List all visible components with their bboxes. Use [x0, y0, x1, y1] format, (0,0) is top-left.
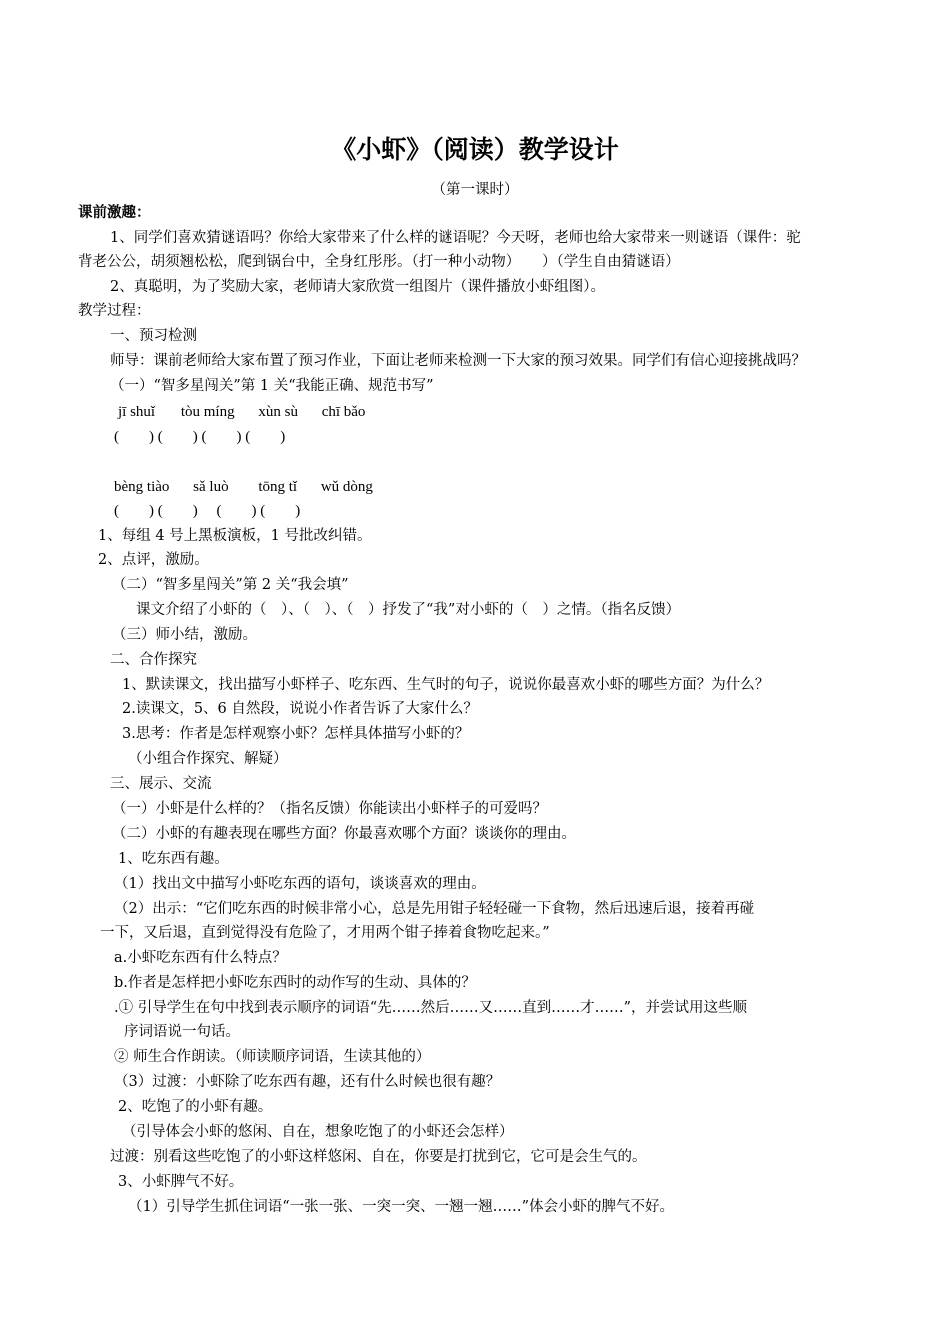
pinyin-item: chī bǎo — [321, 404, 366, 420]
paragraph-line: （1）找出文中描写小虾吃东西的语句，谈谈喜欢的理由。 — [114, 876, 486, 892]
paragraph-line: 3.思考：作者是怎样观察小虾？怎样具体描写小虾的？ — [122, 726, 470, 742]
pinyin-item: wǔ dòng — [320, 479, 373, 495]
paragraph-line: 课文介绍了小虾的（ ）、（ ）、（ ）抒发了“我”对小虾的（ ）之情。（指名反馈） — [136, 602, 681, 618]
paragraph-line: 2、吃饱了的小虾有趣。 — [118, 1099, 273, 1115]
document-title: 《小虾》（阅读）教学设计 — [331, 135, 619, 164]
paragraph-line: 2、点评，激励。 — [98, 552, 209, 568]
section-heading-intro: 课前激趣： — [78, 204, 151, 221]
paragraph-line: （3）过渡：小虾除了吃东西有趣，还有什么时候也很有趣？ — [114, 1074, 501, 1090]
paragraph-line: 2、真聪明，为了奖励大家，老师请大家欣赏一组图片（课件播放小虾组图）。 — [110, 279, 605, 295]
paragraph-line: （2）出示：“它们吃东西的时候非常小心，总是先用钳子轻轻碰一下食物，然后迅速后退，接着再碰 — [114, 901, 755, 917]
paragraph-line: 师导：课前老师给大家布置了预习作业，下面让老师来检测一下大家的预习效果。同学们有信心迎接挑战吗？ — [110, 353, 806, 369]
subsection-heading: （一）“智多星闯关”第 1 关“我能正确、规范书写” — [110, 378, 434, 394]
subsection-heading: （二）“智多星闯关”第 2 关“我会填” — [112, 577, 349, 593]
paragraph-line: 1、吃东西有趣。 — [118, 851, 229, 867]
paragraph-line: 一下，又后退，直到觉得没有危险了，才用两个钳子捧着食物吃起来。” — [100, 925, 550, 941]
paragraph-line: （引导体会小虾的悠闲、自在，想象吃饱了的小虾还会怎样） — [122, 1124, 514, 1140]
pinyin-item: sǎ luò — [193, 479, 229, 495]
section-heading: 三、展示、交流 — [110, 776, 212, 792]
paragraph-line: （1）引导学生抓住词语“一张一张、一突一突、一翘一翘……”体会小虾的脾气不好。 — [128, 1199, 675, 1215]
paragraph-line: 过渡：别看这些吃饱了的小虾这样悠闲、自在，你要是打扰到它，它可是会生气的。 — [110, 1149, 647, 1165]
paragraph-line: （小组合作探究、解疑） — [128, 751, 288, 767]
pinyin-item: xùn sù — [258, 404, 298, 420]
pinyin-row-1 — [118, 402, 365, 422]
pinyin-item: tōng tǐ — [258, 479, 298, 495]
pinyin-item: jī shuǐ — [118, 404, 156, 420]
paragraph-line: 1、每组 4 号上黑板演板，1 号批改纠错。 — [98, 528, 372, 544]
pinyin-item: tòu míng — [180, 404, 235, 420]
pinyin-row-2 — [114, 477, 373, 497]
paragraph-line: 1、同学们喜欢猜谜语吗？你给大家带来了什么样的谜语呢？今天呀，老师也给大家带来一则谜语（课件：驼 — [110, 230, 801, 246]
paragraph-line: （一）小虾是什么样的？（指名反馈）你能读出小虾样子的可爱吗？ — [112, 801, 547, 817]
blank-parens-row-2: ( ) ( ) ( ) ( ) — [114, 503, 301, 519]
paragraph-line: 背老公公，胡须翘松松，爬到锅台中，全身红彤彤。（打一种小动物） ）（学生自由猜谜语） — [78, 254, 680, 270]
paragraph-line: （二）小虾的有趣表现在哪些方面？你最喜欢哪个方面？谈谈你的理由。 — [112, 826, 576, 842]
paragraph-line: 2.读课文，5、6 自然段，说说小作者告诉了大家什么？ — [122, 701, 478, 717]
subsection-heading: （三）师小结，激励。 — [112, 627, 257, 643]
blank-parens-row-1: ( ) ( ) ( ) ( ) — [114, 429, 286, 445]
paragraph-line: 序词语说一句话。 — [124, 1024, 240, 1040]
paragraph-line: 1、默读课文，找出描写小虾样子、吃东西、生气时的句子，说说你最喜欢小虾的哪些方面？为什么？ — [122, 677, 770, 693]
section-heading-process: 教学过程： — [78, 303, 151, 319]
paragraph-line: b.作者是怎样把小虾吃东西时的动作写的生动、具体的？ — [114, 975, 476, 991]
pinyin-item: bèng tiào — [114, 479, 170, 495]
section-heading: 二、合作探究 — [110, 652, 197, 668]
section-heading: 一、预习检测 — [110, 328, 197, 344]
paragraph-line: a.小虾吃东西有什么特点？ — [114, 950, 287, 966]
paragraph-line: ② 师生合作朗读。（师读顺序词语，生读其他的） — [114, 1049, 431, 1065]
document-subtitle: （第一课时） — [431, 182, 519, 198]
paragraph-line: .① 引导学生在句中找到表示顺序的词语“先……然后……又……直到……才……”，并尝试用这些顺 — [114, 1000, 748, 1016]
paragraph-line: 3、小虾脾气不好。 — [118, 1174, 244, 1190]
